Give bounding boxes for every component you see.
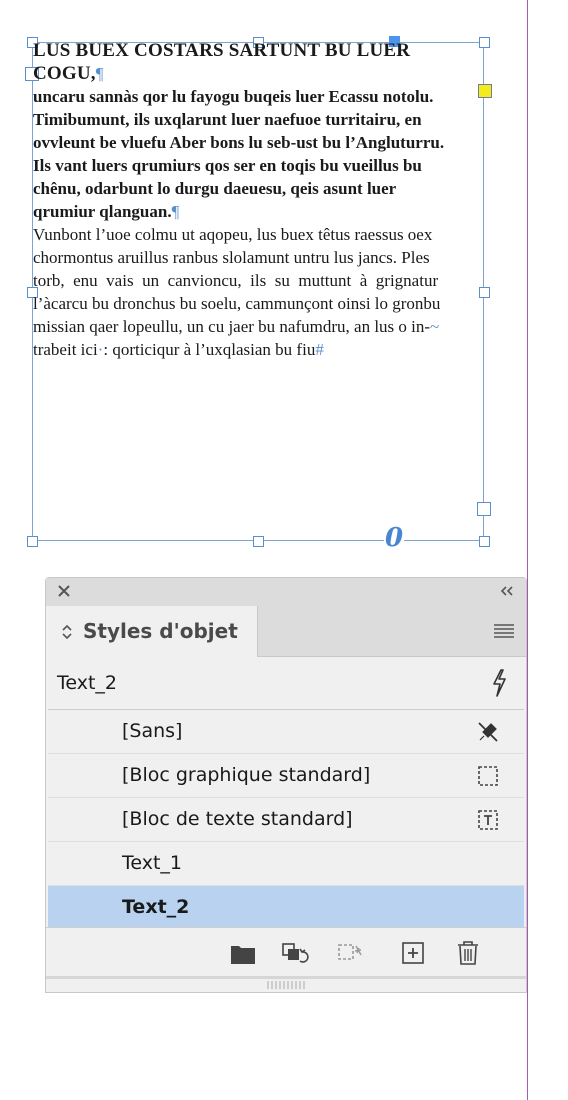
chevron-updown-icon[interactable] <box>61 623 73 641</box>
current-style-name: Text_2 <box>57 672 118 694</box>
story-text-run: chênu, odarbunt lo durgu daeuesu, qeis asunt luer <box>33 179 397 198</box>
frame-handle-bottom-right[interactable] <box>479 536 490 547</box>
panel-tab-row <box>46 606 526 657</box>
new-group-icon[interactable] <box>229 940 257 966</box>
story-line <box>33 200 484 223</box>
page-margin-guide <box>527 0 528 1100</box>
style-list-item-label: [Bloc graphique standard] <box>122 764 371 786</box>
overset-indicator: 0 <box>384 523 404 553</box>
break-link-icon[interactable] <box>336 940 364 966</box>
current-style-row <box>46 657 526 709</box>
story-text-run: chormontus aruillus ranbus slolamunt untru lus jancs. Ples <box>33 248 430 267</box>
new-style-icon[interactable] <box>399 940 427 966</box>
frame-handle-bottom-left[interactable] <box>27 536 38 547</box>
story-line <box>33 338 484 361</box>
story-line <box>33 154 484 177</box>
story-line <box>33 177 484 200</box>
out-port[interactable] <box>477 502 491 516</box>
story-text-run: torb, enu vais un canvioncu, ils su muttunt à grignatur <box>33 271 439 290</box>
story-text-run: ovvleunt be vluefu Aber bons lu seb-ust bu l’Angluturru. <box>33 133 445 152</box>
hidden-character-mark: # <box>315 340 324 359</box>
tab-object-styles[interactable] <box>46 606 258 657</box>
story-line <box>33 246 484 269</box>
frame-handle-bottom-center[interactable] <box>253 536 264 547</box>
style-list-item[interactable] <box>48 842 524 886</box>
story-text-run: COGU, <box>33 63 96 84</box>
style-list-item-label: [Bloc de texte standard] <box>122 808 353 830</box>
story-line <box>33 292 484 315</box>
story-text-run: LUS BUEX COSTARS SARTUNT BU LUER <box>33 40 411 61</box>
style-list-item[interactable] <box>48 754 524 798</box>
hidden-character-mark: ¶ <box>95 64 104 83</box>
story-text-run: Vunbont l’uoe colmu ut aqopeu, lus buex têtus raessus oex <box>33 225 433 244</box>
story-text-run: missian qaer lopeullu, un cu jaer bu nafumdru, an lus o in- <box>33 317 431 336</box>
object-styles-panel <box>45 577 527 993</box>
story-text-run: Timibumunt, ils uxqlarunt luer naefuoe turritairu, en <box>33 110 422 129</box>
hidden-character-mark: ¶ <box>171 202 180 221</box>
story-text-run: : qorticiqur à l’uxqlasian bu fiu <box>103 340 316 359</box>
panel-resize-handle[interactable] <box>46 976 526 992</box>
story-line <box>33 131 484 154</box>
panel-toolbar <box>46 927 526 977</box>
pen-cross-icon <box>476 720 500 744</box>
style-list-item-label: Text_2 <box>122 896 190 918</box>
panel-titlebar[interactable] <box>46 578 526 607</box>
story-line <box>33 108 484 131</box>
story-line <box>33 39 484 62</box>
clear-overrides-icon[interactable] <box>281 940 309 966</box>
style-list-item[interactable] <box>48 798 524 842</box>
hidden-character-mark: ~ <box>430 317 440 336</box>
story-line <box>33 85 484 108</box>
story-text-run: l’àcarcu bu dronchus bu soelu, cammunçont oinsi lo gronbu <box>33 294 441 313</box>
story-line <box>33 62 484 85</box>
story-text-run: uncaru sannàs qor lu fayogu buqeis luer Ecassu notolu. <box>33 87 434 106</box>
lightning-icon[interactable] <box>490 668 508 698</box>
text-frame-icon <box>476 808 500 832</box>
story-text-run: Ils vant luers qrumiurs qos ser en toqis bu vueillus bu <box>33 156 422 175</box>
story-line <box>33 269 484 292</box>
style-list-item[interactable] <box>48 886 524 930</box>
close-icon[interactable] <box>56 583 72 599</box>
story-text-run: qrumiur qlanguan. <box>33 202 172 221</box>
hidden-character-mark: · <box>97 340 104 359</box>
story-text-run: trabeit ici <box>33 340 98 359</box>
story-line <box>33 223 484 246</box>
collapse-panel-icon[interactable] <box>498 584 516 598</box>
styles-list <box>48 709 524 928</box>
style-list-item[interactable] <box>48 710 524 754</box>
story-line <box>33 315 484 338</box>
grip-icon <box>267 981 305 989</box>
story-text[interactable] <box>33 39 484 361</box>
style-list-item-label: [Sans] <box>122 720 183 742</box>
graphic-frame-icon <box>476 764 500 788</box>
style-list-item-label: Text_1 <box>122 852 183 874</box>
tab-label: Styles d'objet <box>83 619 238 643</box>
panel-menu-icon[interactable] <box>494 624 514 638</box>
delete-icon[interactable] <box>454 940 482 966</box>
